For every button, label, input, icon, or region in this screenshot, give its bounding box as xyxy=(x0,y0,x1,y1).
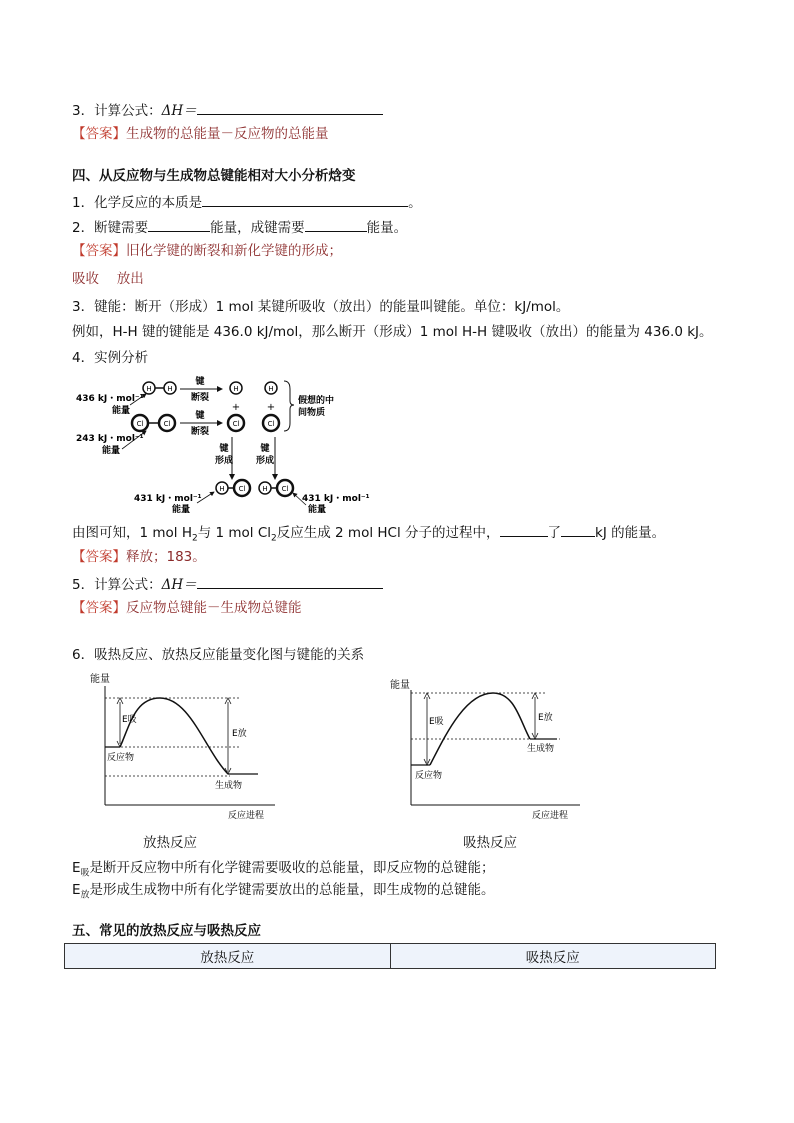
y-axis-label: 能量 xyxy=(90,674,110,685)
q4-part-c: 反应生成 2 mol HCl 分子的过程中， xyxy=(276,525,500,541)
answer-line-3 xyxy=(72,124,329,144)
bond-label: 键 xyxy=(195,377,205,387)
e-release-label: E放 xyxy=(232,729,247,739)
energy-label: 能量 xyxy=(102,446,121,456)
plus-sign: + xyxy=(231,402,241,413)
caption-endothermic: 吸热反应 xyxy=(463,835,517,851)
atom-h-label: H xyxy=(167,385,173,393)
answer-5-text: 反应物总键能－生成物总键能 xyxy=(126,600,302,616)
h2-bond-energy: 436 kJ・mol⁻¹ xyxy=(76,394,144,404)
energy-label: 能量 xyxy=(112,406,131,416)
exothermic-energy-graph xyxy=(80,670,280,825)
form-label: 形成 xyxy=(214,456,234,466)
atom-cl-label: Cl xyxy=(281,485,289,493)
blank-2a xyxy=(148,216,210,232)
column-header-endothermic: 吸热反应 xyxy=(390,944,716,969)
atom-h-label: H xyxy=(146,385,152,393)
e-absorb-label: E吸 xyxy=(122,715,137,725)
bond-energy-diagram xyxy=(72,375,372,515)
q4-sub: 2 xyxy=(271,533,277,544)
answer-4 xyxy=(72,547,206,567)
reaction-table xyxy=(64,943,716,969)
product-label: 生成物 xyxy=(215,781,243,791)
column-header-exothermic: 放热反应 xyxy=(65,944,391,969)
answer-tag: 【答案】 xyxy=(72,126,126,142)
atom-cl-label: Cl xyxy=(232,420,240,428)
atom-h-label: H xyxy=(219,485,225,493)
atom-cl-label: Cl xyxy=(238,485,246,493)
break-label: 断裂 xyxy=(190,427,210,437)
hcl-bond-energy-left: 431 kJ・mol⁻¹ xyxy=(134,494,202,504)
atom-h-label: H xyxy=(262,485,268,493)
answer-2-text: 旧化学键的断裂和新化学键的形成； xyxy=(126,243,342,259)
bond-label: 键 xyxy=(260,444,270,454)
answer-2 xyxy=(72,241,342,261)
q5-label: 5．计算公式： xyxy=(72,577,162,593)
answer-tag: 【答案】 xyxy=(72,549,126,565)
question-2-a: 2．断键需要 xyxy=(72,220,149,236)
q4-part-b: 与 1 mol Cl xyxy=(197,525,272,541)
energy-label: 能量 xyxy=(308,505,327,515)
intermediate-label-1: 假想的中 xyxy=(298,396,335,406)
question-1-end: 。 xyxy=(408,195,422,211)
cl2-molecule xyxy=(132,415,175,431)
answer-blank xyxy=(197,573,383,589)
question-3-example: 例如，H-H 键的键能是 436.0 kJ/mol，那么断开（形成）1 mol H-H 键吸收（放出）的能量为 436.0 kJ。 xyxy=(72,324,713,340)
answer-5 xyxy=(72,598,302,618)
caption-exothermic: 放热反应 xyxy=(143,835,197,851)
formula-label: 3．计算公式： xyxy=(72,103,162,119)
question-4: 4．实例分析 xyxy=(72,350,149,366)
e-release-label: E放 xyxy=(538,713,553,723)
blank-1 xyxy=(202,191,408,207)
question-1-text: 1．化学反应的本质是 xyxy=(72,195,203,211)
answer-tag: 【答案】 xyxy=(72,243,126,259)
q4-part-a: 由图可知，1 mol H xyxy=(72,525,192,541)
formula-line-3 xyxy=(72,99,383,121)
e-release-definition xyxy=(72,880,495,906)
atom-cl-label: Cl xyxy=(163,420,171,428)
atom-h-label: H xyxy=(268,385,274,393)
reactant-label: 反应物 xyxy=(107,753,135,763)
question-4-text xyxy=(72,521,665,549)
energy-label: 能量 xyxy=(172,505,191,515)
atom-cl-label: Cl xyxy=(267,420,275,428)
e-prefix: E xyxy=(72,882,81,898)
section-5-title: 五、常见的放热反应与吸热反应 xyxy=(72,923,261,939)
hcl-molecules xyxy=(216,480,293,496)
e-release-text: 是形成生成物中所有化学键需要放出的总能量，即生成物的总键能。 xyxy=(89,882,495,898)
h2-molecule xyxy=(143,382,176,394)
question-5 xyxy=(72,573,383,595)
section-4-title: 四、从反应物与生成物总键能相对大小分析焓变 xyxy=(72,168,356,184)
bond-label: 键 xyxy=(219,444,229,454)
question-2-c: 能量。 xyxy=(366,220,408,236)
question-3: 3．键能：断开（形成）1 mol 某键所吸收（放出）的能量叫键能。单位：kJ/mol。 xyxy=(72,299,570,315)
bond-label: 键 xyxy=(195,411,205,421)
atom-cl-label: Cl xyxy=(136,420,144,428)
atom-h-label: H xyxy=(233,385,239,393)
plus-sign: + xyxy=(266,402,276,413)
hcl-bond-energy-right: 431 kJ・mol⁻¹ xyxy=(302,494,370,504)
question-2-b: 能量，成键需要 xyxy=(210,220,305,236)
q4-sub: 2 xyxy=(191,533,198,544)
question-1 xyxy=(72,191,422,213)
blank-4a xyxy=(500,521,548,537)
endothermic-energy-graph xyxy=(385,676,585,825)
delta-h: ΔH＝ xyxy=(161,577,197,593)
q4-part-d: 了 xyxy=(547,525,562,541)
answer-tag: 【答案】 xyxy=(72,600,126,616)
answer-blank xyxy=(197,99,383,115)
x-axis-label: 反应进程 xyxy=(228,811,265,821)
answer-4-text: 释放；183。 xyxy=(126,549,206,565)
x-axis-label: 反应进程 xyxy=(532,811,569,821)
answer-text: 生成物的总能量－反应物的总能量 xyxy=(126,126,329,142)
e-absorb-label: E吸 xyxy=(429,717,444,727)
e-absorb-text: 是断开反应物中所有化学键需要吸收的总能量，即反应物的总键能； xyxy=(89,860,495,876)
delta-h: ΔH＝ xyxy=(161,103,197,119)
e-sub: 吸 xyxy=(80,868,90,879)
question-2 xyxy=(72,216,407,238)
reactant-label: 反应物 xyxy=(415,771,443,781)
question-6: 6．吸热反应、放热反应能量变化图与键能的关系 xyxy=(72,647,365,663)
y-axis-label: 能量 xyxy=(390,680,410,691)
intermediate-label-2: 间物质 xyxy=(298,408,326,418)
cl2-bond-energy: 243 kJ・mol⁻¹ xyxy=(76,434,144,444)
product-label: 生成物 xyxy=(527,744,555,754)
break-label: 断裂 xyxy=(190,393,210,403)
form-label: 形成 xyxy=(255,456,275,466)
table-header-row xyxy=(65,944,716,969)
answer-2-b: 吸收 放出 xyxy=(72,271,144,287)
blank-4b xyxy=(561,521,595,537)
q4-part-e: kJ 的能量。 xyxy=(595,525,666,541)
e-prefix: E xyxy=(72,860,81,876)
blank-2b xyxy=(305,216,367,232)
e-sub: 放 xyxy=(80,890,90,901)
